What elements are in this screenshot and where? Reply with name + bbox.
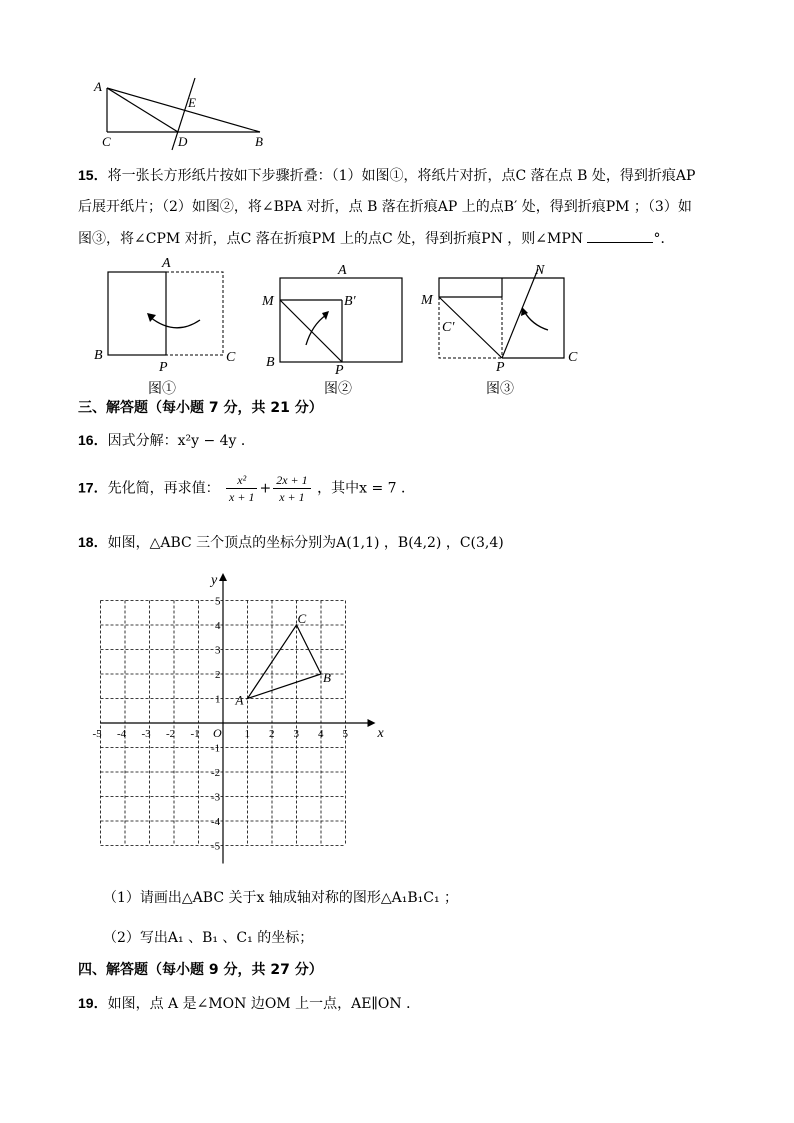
q15-text-line2: 后展开纸片；（2）如图②，将∠BPA 对折，点 B 落在折痕AP 上的点B′ 处，得到折痕PM ；（3）如 [78, 199, 692, 215]
y-axis-arrow [219, 573, 227, 581]
fig1-caption: 图① [148, 382, 176, 397]
section-3-heading: 三、解答题（每小题 7 分，共 21 分） [78, 400, 323, 416]
y-tick-label: 5 [215, 595, 221, 608]
fig2-label-B: B [266, 355, 275, 370]
triangle-abc [248, 625, 322, 699]
label-C: C [102, 134, 111, 149]
fig1-label-A: A [162, 256, 171, 271]
fig2-caption: 图② [324, 382, 352, 397]
y-tick-label: -5 [211, 840, 221, 853]
y-tick-label: 1 [215, 693, 221, 706]
y-tick-label: 3 [215, 644, 221, 657]
q17-plus: + [259, 480, 272, 497]
q17-f2-den: x + 1 [279, 490, 305, 504]
fig1-label-B: B [94, 348, 103, 363]
q15-line2 [78, 197, 692, 217]
fold-figure-2 [258, 255, 418, 400]
q17-fraction-1 [226, 472, 257, 505]
x-tick-label: 4 [318, 728, 324, 740]
q19-text: 如图，点 A 是∠MON 边OM 上一点，AE∥ON ． [107, 996, 421, 1012]
fig3-label-Cp: C′ [442, 320, 455, 335]
q15-line3 [78, 228, 674, 249]
y-tick-label: -3 [211, 791, 221, 804]
x-axis-label: x [377, 726, 384, 741]
fig2-label-M: M [262, 294, 274, 309]
q17-f1-den: x + 1 [229, 490, 255, 504]
fig2-label-P: P [335, 363, 344, 378]
label-A: A [94, 79, 102, 94]
label-D: D [178, 134, 188, 149]
x-tick-label: 5 [342, 728, 348, 740]
y-tick-label: -1 [211, 742, 221, 755]
q15-number: 15． [78, 167, 108, 183]
x-tick-label: -3 [141, 728, 151, 740]
q19 [78, 993, 420, 1014]
q15-text-line3a: 图③，将∠CPM 对折，点C 落在折痕PM 上的点C 处，得到折痕PN ，则∠MPN [78, 231, 584, 247]
fig2-label-A: A [338, 263, 347, 278]
label-E: E [188, 95, 196, 110]
x-tick-label: -1 [190, 728, 200, 740]
q17-number: 17． [78, 479, 108, 496]
y-axis-label: y [211, 573, 218, 588]
label-B: B [255, 134, 263, 149]
section-4-heading: 四、解答题（每小题 9 分，共 27 分） [78, 962, 323, 978]
q17-f1-num: x² [226, 472, 257, 489]
q15-text-line3b: °． [653, 231, 675, 247]
answer-blank[interactable] [587, 228, 653, 243]
q17-fraction-2 [273, 472, 310, 505]
fig3-label-P: P [496, 360, 505, 375]
coordinate-grid [92, 570, 395, 870]
x-tick-label: -2 [166, 728, 176, 740]
origin-label: O [213, 726, 222, 740]
fig2-label-Bp: B′ [344, 294, 356, 309]
q17 [78, 472, 415, 505]
q16-text: 因式分解：x²y − 4y ． [107, 433, 255, 449]
y-tick-label: 4 [215, 620, 221, 632]
fig3-label-N: N [535, 263, 545, 278]
fig1-label-P: P [159, 360, 168, 375]
fig3-label-C: C [568, 350, 578, 365]
q17-suffix: ，其中x = 7 ． [317, 480, 415, 497]
x-tick-label: -4 [117, 728, 127, 740]
q16-number: 16． [78, 432, 108, 448]
x-tick-label: -5 [92, 728, 102, 740]
q17-prefix: 先化简，再求值： [107, 480, 220, 497]
q17-f2-num: 2x + 1 [273, 472, 310, 489]
fig3-caption: 图③ [486, 382, 514, 397]
triangle-figure-top [90, 70, 290, 152]
x-tick-label: 2 [269, 728, 275, 740]
q18-text: 如图，△ABC 三个顶点的坐标分别为A(1,1) ，B(4,2) ，C(3,4) [107, 535, 504, 551]
x-tick-label: 3 [293, 728, 299, 740]
fold-figure-3 [420, 255, 590, 400]
x-axis-arrow [368, 719, 376, 727]
q18-number: 18． [78, 534, 108, 550]
q18-sub1: （1）请画出△ABC 关于x 轴成轴对称的图形△A₁B₁C₁ ； [103, 890, 459, 906]
q15-text-line1: 将一张长方形纸片按如下步骤折叠：（1）如图①，将纸片对折，点C 落在点 B 处，得到折痕AP [107, 168, 696, 184]
q18-sub2: （2）写出A₁ 、B₁ 、C₁ 的坐标； [103, 930, 314, 946]
point-label-C: C [297, 611, 307, 626]
fig1-label-C: C [226, 350, 236, 365]
point-label-A: A [235, 692, 244, 708]
y-tick-label: -4 [211, 816, 221, 828]
fig3-label-M: M [421, 293, 433, 308]
x-tick-label: 1 [244, 728, 250, 740]
y-tick-label: 2 [215, 669, 221, 681]
q16 [78, 430, 255, 451]
y-tick-label: -2 [211, 767, 221, 779]
q18 [78, 532, 504, 553]
q15-line1 [78, 165, 695, 186]
fold-figure-1 [90, 255, 250, 400]
q19-number: 19． [78, 995, 108, 1011]
point-label-B: B [323, 670, 331, 685]
